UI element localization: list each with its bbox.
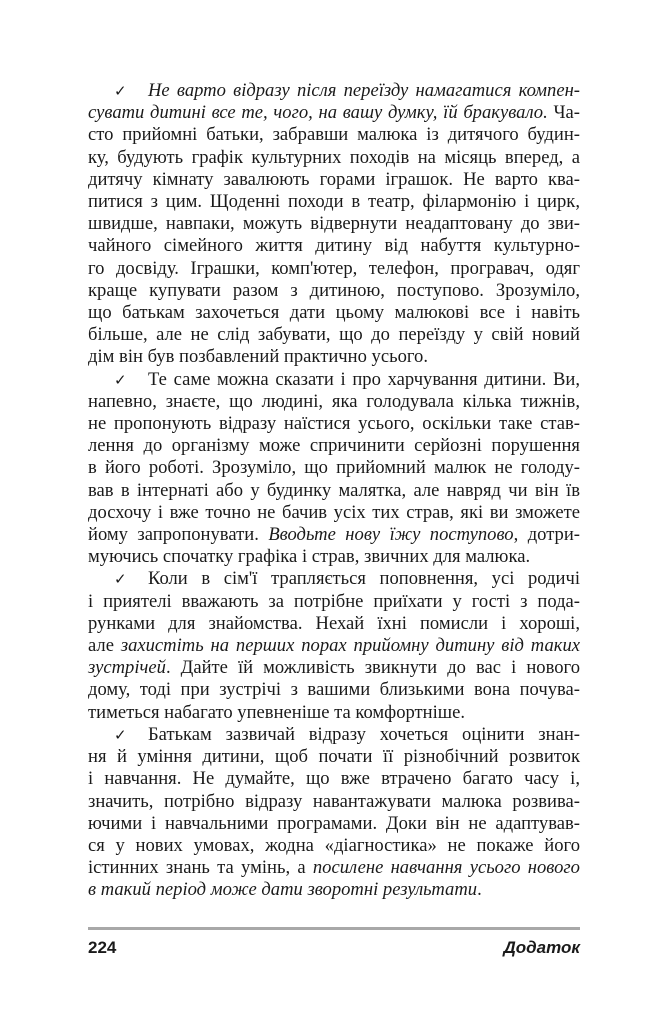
body-text: , дотри- (513, 524, 580, 546)
text-line (88, 213, 580, 235)
text-line (88, 391, 580, 413)
text-line (88, 413, 580, 435)
text-line (88, 502, 580, 524)
text-line (88, 613, 580, 635)
text-line (88, 724, 580, 746)
page-number: 224 (88, 938, 117, 957)
text-line (88, 679, 580, 701)
body-text: досхочу і вже точно не бачив усіх тих страв, які ви зможете (88, 501, 580, 523)
page-body (88, 80, 580, 902)
body-text: питися з цим. Щоденні походи в театр, філармонію і цирк, (88, 191, 580, 213)
checkmark-icon: ✓ (114, 570, 127, 589)
emphasis-text: захистіть на перших порах прийомну дитину від таких (120, 635, 580, 657)
body-text: істинних знань та умінь, а (88, 857, 313, 879)
text-line (88, 657, 580, 679)
text-line (88, 768, 580, 790)
body-text: муючись спочатку графіка і страв, звичних для малюка. (88, 546, 531, 568)
text-line (88, 147, 580, 169)
body-text: швидше, навпаки, можуть відвернути неадаптовану до зви- (88, 213, 580, 235)
running-footer-title: Додаток (503, 938, 580, 957)
paragraph (88, 369, 580, 569)
text-line (88, 102, 580, 124)
body-text: . (477, 879, 482, 901)
body-text: в його роботі. Зрозуміло, що прийомний малюк не голоду- (88, 457, 580, 479)
text-line (88, 857, 580, 879)
paragraph (88, 724, 580, 902)
body-text: краще купувати разом з дитиною, поступово. Зрозуміло, (88, 279, 580, 301)
body-text: напевно, знаєте, що людині, яка голодувала кілька тижнів, (88, 390, 580, 412)
body-text: лення до організму може спричинити серйозні порушення (88, 435, 580, 457)
checkmark-icon: ✓ (114, 82, 127, 100)
body-text: чайного сімейного життя дитину від набуття культурно- (88, 235, 580, 257)
text-line (88, 635, 580, 657)
body-text: дім він був позбавлений практично усього. (88, 346, 428, 368)
body-text: ня й уміння дитини, щоб почати її різнобічний розвиток (88, 746, 580, 768)
text-line (88, 80, 580, 102)
text-line (88, 324, 580, 346)
body-text: і навчання. Не думайте, що вже втрачено багато часу і, (88, 768, 580, 790)
body-text: рунками для знайомства. Нехай їхні помисли і хороші, (88, 612, 580, 634)
text-line (88, 524, 580, 546)
text-line (88, 568, 580, 590)
body-text: Те саме можна сказати і про харчування дитини. Ви, (148, 368, 580, 390)
body-text: значить, потрібно відразу навантажувати малюка розвива- (88, 790, 580, 812)
text-line (88, 191, 580, 213)
body-text: Ча- (547, 102, 580, 124)
body-text: Коли в сім'ї трапляється поповнення, усі родичі (148, 568, 580, 590)
body-text: що батькам захочеться дати цьому малюкові все і навіть (88, 302, 580, 324)
body-text: але (88, 635, 121, 657)
body-text: . Дайте їй можливість звикнути до вас і нового (165, 657, 580, 679)
text-line (88, 791, 580, 813)
checkmark-icon: ✓ (114, 370, 127, 389)
body-text: Батькам зазвичай відразу хочеться оцінити знан- (148, 723, 580, 745)
text-line (88, 435, 580, 457)
text-line (88, 369, 580, 391)
body-text: сто прийомні батьки, забравши малюка із дитячого будин- (88, 124, 580, 146)
text-line (88, 879, 580, 901)
paragraph (88, 80, 580, 369)
text-line (88, 702, 580, 724)
text-line (88, 813, 580, 835)
body-text: ку, будують графік культурних походів на місяць вперед, а (88, 146, 580, 168)
text-line (88, 169, 580, 191)
text-line (88, 346, 580, 368)
body-text: і приятелі вважають за потрібне приїхати у гості з пода- (88, 590, 580, 612)
body-text: дитячу кімнату завалюють горами іграшок. Не варто ква- (88, 168, 580, 190)
text-line (88, 480, 580, 502)
body-text: вав в інтернаті або у будинку малятка, але навряд чи він їв (88, 479, 580, 501)
checkmark-icon: ✓ (114, 725, 127, 744)
paragraph (88, 568, 580, 723)
body-text: го досвіду. Іграшки, комп'ютер, телефон, програвач, одяг (88, 257, 580, 279)
text-line (88, 591, 580, 613)
emphasis-text: Не варто відразу після переїзду намагатися компен- (148, 80, 580, 101)
text-line (88, 835, 580, 857)
body-text: не пропонують відразу наїстися усього, оскільки таке став- (88, 413, 580, 435)
text-line (88, 280, 580, 302)
text-line (88, 302, 580, 324)
emphasis-text: посилене навчання усього нового (312, 857, 580, 879)
body-text: дому, тоді при зустрічі з вашими близькими вона почува- (88, 679, 580, 701)
text-line (88, 258, 580, 280)
body-text: йому запропонувати. (88, 524, 269, 546)
emphasis-text: в такий період може дати зворотні результати (88, 879, 478, 901)
text-line (88, 235, 580, 257)
text-line (88, 124, 580, 146)
body-text: ся у нових умовах, жодна «діагностика» не покаже його (88, 834, 580, 856)
text-line (88, 457, 580, 479)
emphasis-text: Вводьте нову їжу поступово (268, 524, 514, 546)
emphasis-text: зустрічей (88, 657, 166, 679)
body-text: тиметься набагато упевненіше та комфортніше. (88, 701, 466, 723)
body-text: ючими і навчальними програмами. Доки він не адаптував- (88, 812, 580, 834)
body-text: більше, але не слід забувати, що до переїзду у свій новий (88, 324, 580, 346)
text-line (88, 746, 580, 768)
emphasis-text: сувати дитині все те, чого, на вашу думку, їй бракувало. (88, 102, 548, 124)
footer-divider (88, 927, 580, 930)
text-line (88, 546, 580, 568)
